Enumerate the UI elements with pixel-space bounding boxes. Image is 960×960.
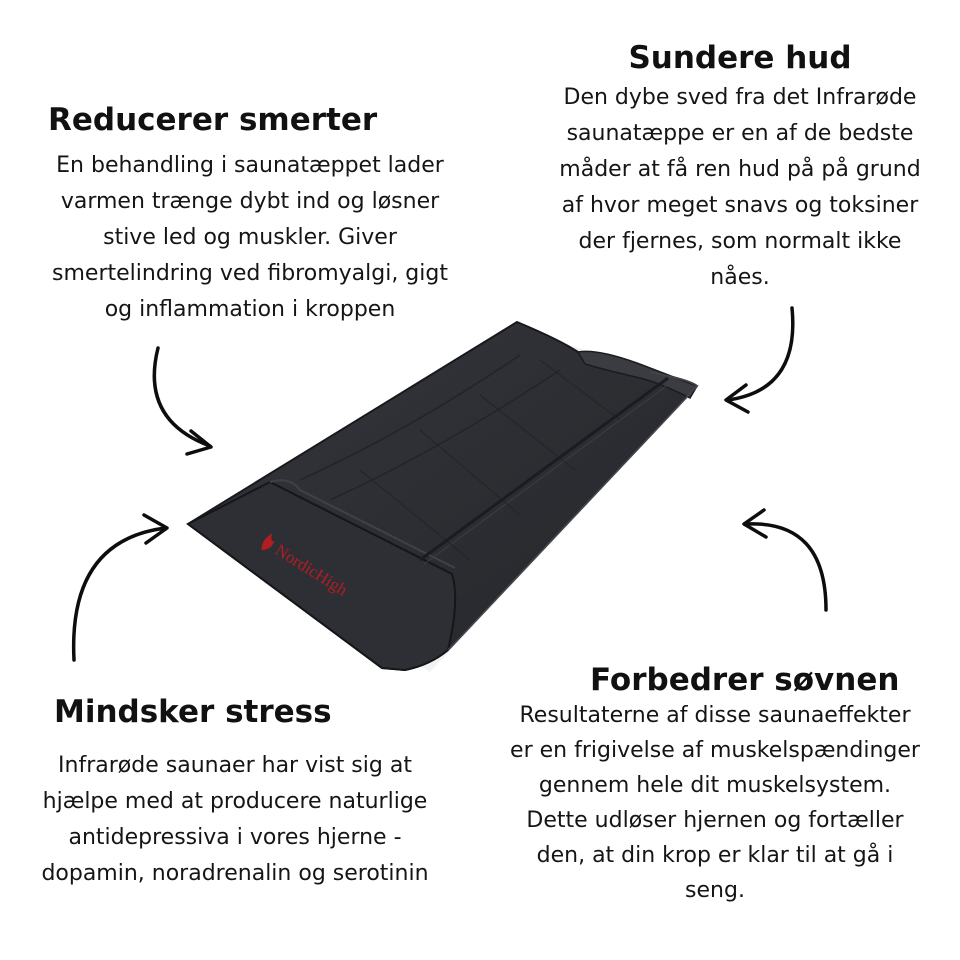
body-line: gennem hele dit muskelsystem. [538, 773, 892, 798]
section-sundere-hud [510, 38, 960, 296]
body-line: er en frigivelse af muskelspændinger [510, 738, 920, 763]
body-line: og inflammation i kroppen [104, 297, 396, 322]
body-line: saunatæppe er en af de bedste [566, 121, 914, 146]
arrow-down-right-icon [154, 348, 211, 454]
body-line: den, at din krop er klar til at gå i [536, 843, 894, 868]
body-line: hjælpe med at producere naturlige [42, 789, 428, 814]
body-line: måder at få ren hud på på grund [559, 157, 921, 182]
section-heading: Forbedrer søvnen [590, 662, 900, 698]
body-line: nåes. [710, 265, 770, 290]
section-heading: Sundere hud [628, 40, 852, 76]
section-forbedrer-sovnen [460, 660, 960, 908]
arrow-down-left-icon [726, 308, 793, 412]
body-line: dopamin, noradrenalin og serotinin [41, 861, 429, 886]
arrow-up-left-icon [744, 510, 826, 610]
body-line: antidepressiva i vores hjerne - [68, 825, 402, 850]
section-body [460, 698, 960, 908]
body-line: Infrarøde saunaer har vist sig at [58, 753, 412, 778]
body-line: Resultaterne af disse saunaeffekter [519, 703, 911, 728]
body-line: varmen trænge dybt ind og løsner [60, 189, 440, 214]
section-body [0, 148, 500, 328]
body-line: Den dybe sved fra det Infrarøde [563, 85, 917, 110]
body-line: En behandling i saunatæppet lader [56, 153, 444, 178]
section-mindsker-stress [0, 692, 470, 892]
body-line: der fjernes, som normalt ikke [578, 229, 902, 254]
section-heading: Mindsker stress [54, 694, 332, 730]
section-body [0, 748, 470, 892]
body-line: seng. [685, 878, 745, 903]
section-heading: Reducerer smerter [48, 102, 378, 138]
body-line: smertelindring ved fibromyalgi, gigt [52, 261, 448, 286]
section-reducerer-smerter [0, 100, 500, 328]
logo-text: NordicHigh [271, 540, 351, 600]
arrow-up-right-icon [74, 515, 167, 660]
body-line: af hvor meget snavs og toksiner [561, 193, 919, 218]
section-body [510, 80, 960, 296]
body-line: stive led og muskler. Giver [103, 225, 397, 250]
body-line: Dette udløser hjernen og fortæller [526, 808, 904, 833]
